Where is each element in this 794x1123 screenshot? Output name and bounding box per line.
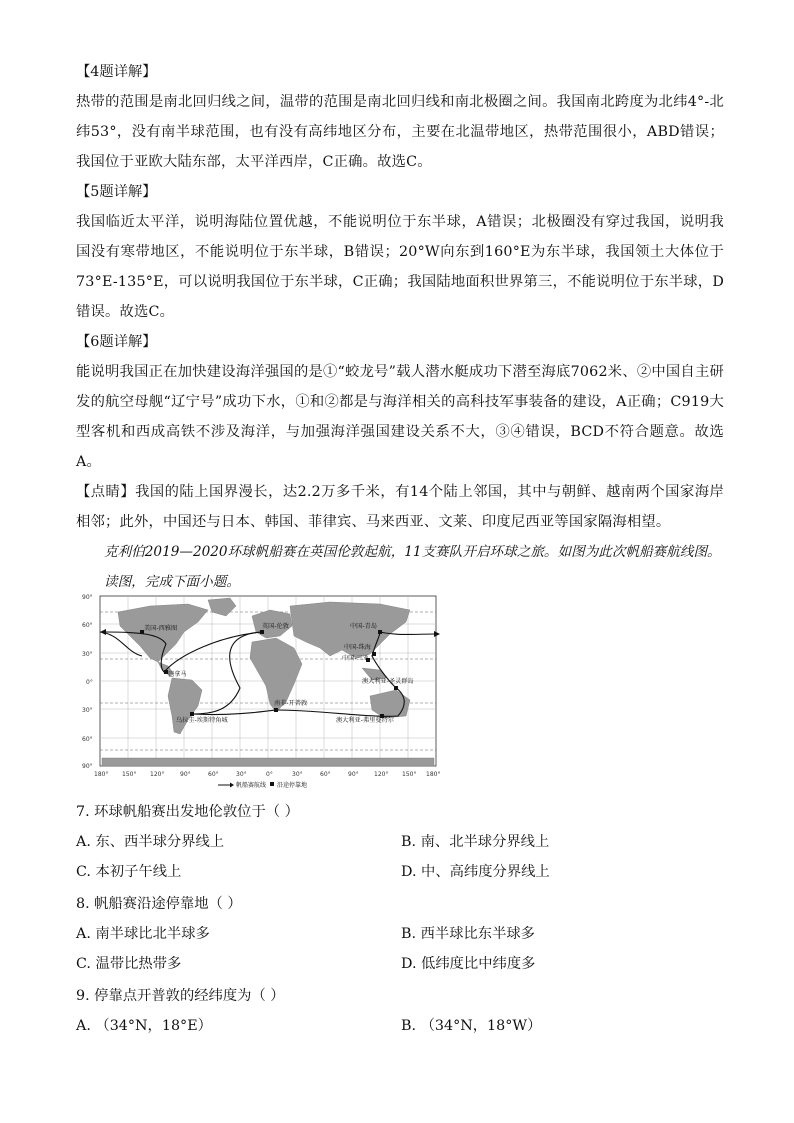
svg-text:0°: 0° [86, 679, 93, 686]
legend-stop-marker [270, 782, 274, 786]
svg-text:30°: 30° [82, 651, 93, 658]
option-row [76, 827, 726, 857]
svg-text:90°: 90° [82, 594, 93, 601]
section-body-6: 能说明我国正在加快建设海洋强国的是①“蛟龙号”载人潜水艇成功下潜至海底7062米、②中国自主研发的航空母舰“辽宁号”成功下水，①和②都是与海洋相关的高科技军事装备的建设，A正确；C919大型客机和西成高铁不涉及海洋，与加强海洋强国建设关系不大，③④错误，BCD不符合题意。故选A。 [76, 364, 724, 470]
svg-text:90°: 90° [180, 771, 191, 778]
svg-text:60°: 60° [82, 736, 93, 743]
option-c[interactable]: C. 温带比热带多 [76, 956, 182, 972]
option-c[interactable]: C. 本初子午线上 [76, 864, 182, 880]
question-intro: 克利伯2019—2020环球帆船赛在英国伦敦起航，11支赛队开启环球之旅。如图为此次帆船赛航线图。读图，完成下面小题。 [104, 544, 721, 590]
option-d[interactable]: D. 中、高纬度分界线上 [401, 864, 550, 880]
legend-route-label: 帆船赛航线 [236, 782, 267, 789]
explanation-block [76, 57, 724, 597]
route-map-figure [80, 592, 442, 792]
note-paragraph: 【点睛】我国的陆上国界漫长，达2.2万多千米，有14个陆上邻国，其中与朝鲜、越南两个国家海岸相邻；此外，中国还与日本、韩国、菲律宾、马来西亚、文莱、印度尼西亚等国家隔海相望。 [76, 484, 724, 530]
svg-text:150°: 150° [122, 771, 137, 778]
option-b[interactable]: B. （34°N，18°W） [401, 1018, 542, 1034]
world-map [80, 592, 442, 792]
svg-text:60°: 60° [320, 771, 331, 778]
lat-labels [82, 594, 93, 770]
svg-text:60°: 60° [208, 771, 219, 778]
section-heading-6: 【6题详解】 [76, 334, 157, 350]
option-row [76, 1011, 726, 1041]
question-8 [76, 889, 726, 979]
svg-text:60°: 60° [82, 622, 93, 629]
label-london: 英国-伦敦 [262, 623, 289, 630]
question-stem: 7. 环球帆船赛出发地伦敦位于（ ） [76, 804, 299, 820]
option-a[interactable]: A. 南半球比北半球多 [76, 926, 210, 942]
lon-labels [94, 771, 440, 778]
legend-stop-label: 沿途停靠地 [277, 782, 308, 789]
svg-text:150°: 150° [402, 771, 417, 778]
option-row [76, 857, 726, 887]
section-body-4: 热带的范围是南北回归线之间，温带的范围是南北回归线和南北极圈之间。我国南北跨度为北纬4°-北纬53°，没有南半球范围，也有没有高纬地区分布，主要在北温带地区，热带范围很小，ABD错误；我国位于亚欧大陆东部，太平洋西岸，C正确。故选C。 [76, 94, 724, 170]
svg-text:120°: 120° [150, 771, 165, 778]
svg-text:0°: 0° [266, 771, 273, 778]
svg-text:90°: 90° [348, 771, 359, 778]
question-stem: 9. 停靠点开普敦的经纬度为（ ） [76, 988, 285, 1004]
section-body-5: 我国临近太平洋，说明海陆位置优越，不能说明位于东半球，A错误；北极圈没有穿过我国，说明我国没有寒带地区，不能说明位于东半球，B错误；20°W向东到160°E为东半球，我国领土大体位于73°E-135°E，可以说明我国位于东半球，C正确；我国陆地面积世界第三，不能说明位于东半球，D错误。故选C。 [76, 214, 724, 320]
label-seattle: 美国-西雅图 [144, 625, 178, 632]
svg-text:30°: 30° [82, 707, 93, 714]
option-d[interactable]: D. 低纬度比中纬度多 [401, 956, 536, 972]
label-fremantle: 澳大利亚-弗里曼特尔 [336, 717, 394, 724]
section-heading-5: 【5题详解】 [76, 184, 157, 200]
svg-text:120°: 120° [374, 771, 389, 778]
label-capetown: 南非-开普敦 [274, 700, 308, 707]
svg-text:30°: 30° [292, 771, 303, 778]
option-b[interactable]: B. 南、北半球分界线上 [401, 834, 550, 850]
question-7 [76, 797, 726, 887]
map-legend [218, 781, 307, 789]
svg-text:180°: 180° [426, 771, 441, 778]
option-row [76, 949, 726, 979]
question-9 [76, 981, 726, 1041]
svg-text:180°: 180° [94, 771, 109, 778]
section-heading-4: 【4题详解】 [76, 64, 157, 80]
label-qingdao: 中国-青岛 [350, 623, 377, 630]
label-sanya: 中国-三亚 [342, 655, 369, 662]
label-punta-del-este: 乌拉圭-埃斯特角城 [176, 717, 228, 724]
option-a[interactable]: A. （34°N，18°E） [76, 1018, 212, 1034]
label-panama: 巴拿马 [168, 671, 187, 678]
label-zhuhai: 中国-珠海 [344, 644, 371, 651]
svg-text:30°: 30° [236, 771, 247, 778]
svg-text:90°: 90° [82, 763, 93, 770]
option-row [76, 919, 726, 949]
label-whitsunday: 澳大利亚-圣灵群岛 [362, 678, 414, 685]
option-a[interactable]: A. 东、西半球分界线上 [76, 834, 225, 850]
option-b[interactable]: B. 西半球比东半球多 [401, 926, 535, 942]
question-stem: 8. 帆船赛沿途停靠地（ ） [76, 896, 242, 912]
